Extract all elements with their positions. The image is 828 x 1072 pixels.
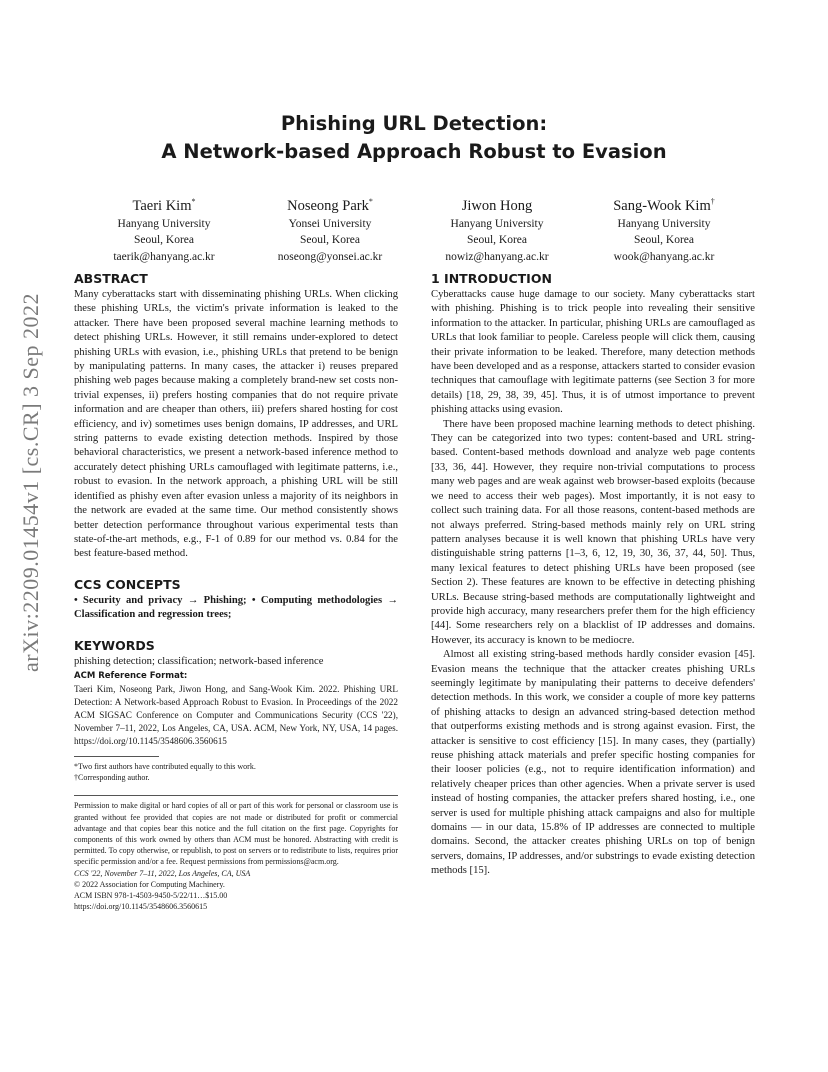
abstract-heading: ABSTRACT xyxy=(74,271,148,286)
author-name: Noseong Park* xyxy=(287,197,373,214)
author-affiliation: Hanyang University xyxy=(450,217,544,230)
permission-notice: Permission to make digital or hard copies of all or part of this work for personal or classroom use is granted without fee provided that copies are not made or distributed for profit or commercial advantage and that copies bear this notice and the full citation on the first page. Copyrights for components of this work owned by others than ACM must be honored. Abstracting with credit is permitted. To copy otherwise, or republish, to post on servers or to redistribute to lists, requires prior specific permission and/or a fee. Request permissions from permissions@acm.org. xyxy=(74,801,398,867)
paper-title xyxy=(0,110,828,166)
author-email[interactable]: taerik@hanyang.ac.kr xyxy=(113,250,215,263)
abstract-text: Many cyberattacks start with disseminating phishing URLs. When clicking these phishing URLs, the victim's private information is leaked to the attacker. There have been proposed several machine learning methods to detect phishing URLs. However, it still remains under-explored to detect phishing URLs with evasion, i.e., phishing URLs that pretend to be benign by manipulating patterns. In many cases, the attacker i) reuses prepared phishing web pages because making a completely brand-new set costs non-trivial expenses, ii) prefers hosting companies that do not require private information and are cheaper than others, iii) prefers shared hosting for cost efficiency, and iv) sometimes uses benign domains, IP addresses, and URL string patterns to evade existing detection methods. Inspired by those behavioral characteristics, we present a network-based inference method to accurately detect phishing URLs camouflaged with legitimate patterns, i.e., robust to evasion. In the network approach, a phishing URL will be still identified as phishy even after evasion unless a majority of its neighbors in the network are evaded at the same time. Our method consistently shows better detection performance throughout various experimental tests than state-of-the-art methods, e.g., F-1 of 0.89 for our method vs. 0.84 for the best feature-based method. xyxy=(74,289,398,560)
author-email[interactable]: wook@hanyang.ac.kr xyxy=(613,250,715,263)
author-location: Seoul, Korea xyxy=(466,234,528,247)
author-2 xyxy=(240,192,420,265)
author-3 xyxy=(407,192,587,265)
copyright-line: © 2022 Association for Computing Machinery. xyxy=(74,879,225,889)
keywords-heading: KEYWORDS xyxy=(74,637,155,653)
author-affiliation: Hanyang University xyxy=(117,217,211,230)
intro-paragraph-3: Almost all existing string-based methods hardly consider evasion [45]. Evasion means the technique that the attacker creates phishing URLs seemingly legitimate by manipulating their patterns to deceive defenders' detection methods. In this work, we consider a couple of more key patterns of phishing attacks to design an advanced string-based detection method that outperforms existing methods and is strong against evasion. First, the attacker is sensitive to cost efficiency [15]. In many cases, they (partially) reuse phishing attack materials and prefer specific hosting companies for their looser policies (e.g., not to require identification information) and relatively cheaper prices than other agencies. When a private server is used instead of hosting companies, the attacker prefers shared hosting, i.e., one server is used for multiple phishing attack campaigns and also for multiple domains — in our data, 15.8% of IP addresses are connected to multiple domains. Second, the attacker creates phishing URLs on top of benign servers, domains, IP addresses, and/or substrings to evade existing detection methods [15]. xyxy=(431,649,755,877)
author-affiliation: Yonsei University xyxy=(288,217,372,230)
author-name: Sang-Wook Kim† xyxy=(613,197,715,214)
author-location: Seoul, Korea xyxy=(633,234,695,247)
reference-heading: ACM Reference Format: xyxy=(74,670,188,681)
reference-text: Taeri Kim, Noseong Park, Jiwon Hong, and Sang-Wook Kim. 2022. Phishing URL Detection: A Network-based Approach Robust to Evasion. In Proceedings of the 2022 ACM SIGSAC Conference on Computer and Communications Security (CCS '22), November 7–11, 2022, Los Angeles, CA, USA. ACM, New York, NY, USA, 14 pages. https://doi.org/10.1145/3548606.3560615 xyxy=(74,684,398,747)
author-email[interactable]: noseong@yonsei.ac.kr xyxy=(277,250,383,263)
right-column xyxy=(431,270,755,879)
author-location: Seoul, Korea xyxy=(133,234,195,247)
footnote-1: *Two first authors have contributed equally to this work. xyxy=(74,762,256,772)
footnote-divider xyxy=(74,756,159,757)
author-4 xyxy=(574,192,754,265)
permission-divider xyxy=(74,795,398,796)
author-location: Seoul, Korea xyxy=(299,234,361,247)
intro-heading: 1 INTRODUCTION xyxy=(431,271,552,286)
author-1 xyxy=(74,192,254,265)
author-block xyxy=(74,192,762,264)
title-line-1: Phishing URL Detection: xyxy=(280,112,548,135)
ccs-text: • Security and privacy → Phishing; • Computing methodologies → Classification and regression trees; xyxy=(74,594,398,621)
title-line-2: A Network-based Approach Robust to Evasion xyxy=(161,140,667,163)
doi-link[interactable]: https://doi.org/10.1145/3548606.3560615 xyxy=(74,902,208,912)
author-name: Taeri Kim* xyxy=(132,197,196,214)
left-column xyxy=(74,270,398,912)
isbn-line: ACM ISBN 978-1-4503-9450-5/22/11…$15.00 xyxy=(74,890,228,900)
footnote-2: †Corresponding author. xyxy=(74,773,150,783)
intro-paragraph-1: Cyberattacks cause huge damage to our society. Many cyberattacks start with phishing. Phishing is to trick people into revealing their sensitive information to the attacker. In particular, phishing URLs are camouflaged as URLs that look familiar to people. Careless people will click them, causing their private information to be leaked. Therefore, many detection methods have been developed and as a response, attackers started to consider evasion techniques that camouflage with legitimate patterns (see Section 3 for more details) [18, 29, 38, 39, 45]. Thus, it is of utmost importance to prevent phishing attacks using evasion. xyxy=(431,289,755,416)
ccs-heading: CCS CONCEPTS xyxy=(74,576,181,592)
intro-paragraph-2: There have been proposed machine learning methods to detect phishing. They can be categorized into two types: content-based and URL string-based. Content-based methods download and analyze web page contents [33, 36, 44]. However, they require non-trivial computations to process many web pages and are weak against web browser-based exploits (because we need to access their web pages). Most importantly, it is not easy to collect such training data. For all those reasons, content-based methods are not always preferred. String-based methods mainly rely on URL string pattern analyses because it is well known that phishing URLs have very distinguishable string patterns [1–3, 6, 12, 19, 30, 36, 37, 44, 50]. Thus, many lexical features to detect phishing URLs have been proposed (see Section 2). These features are known to be effective in detecting phishing URLs. Because string-based methods are computationally lightweight and provide high accuracy, many researchers prefer them for the high efficiency [44]. Some researchers rely on a blacklist of IP addresses and domains. However, its accuracy is known to be mediocre. xyxy=(431,418,755,646)
author-email[interactable]: nowiz@hanyang.ac.kr xyxy=(445,250,549,263)
conference-line: CCS '22, November 7–11, 2022, Los Angeles, CA, USA xyxy=(74,868,251,878)
keywords-text: phishing detection; classification; network-based inference xyxy=(74,655,324,667)
arxiv-side-label: arXiv:2209.01454v1 [cs.CR] 3 Sep 2022 xyxy=(18,292,43,672)
author-affiliation: Hanyang University xyxy=(617,217,711,230)
author-name: Jiwon Hong xyxy=(461,197,533,214)
